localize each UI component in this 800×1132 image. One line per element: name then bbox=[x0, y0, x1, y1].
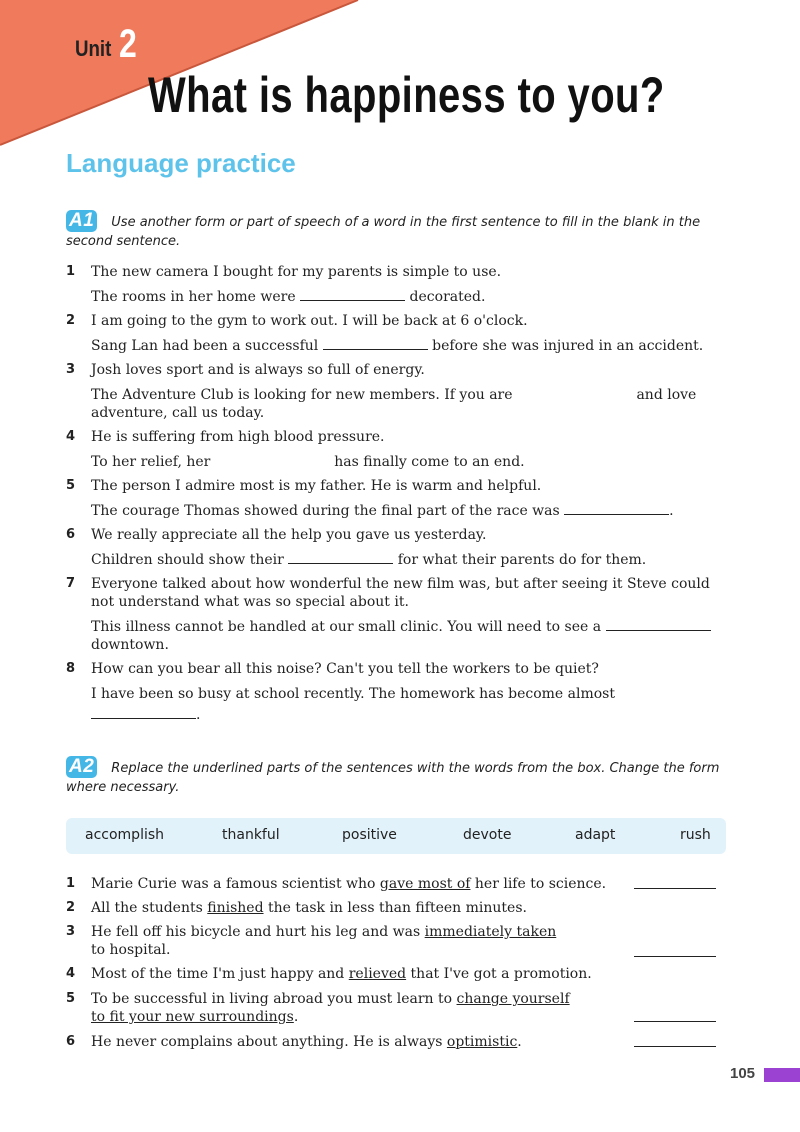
a1-question-7: 7 Everyone talked about how wonderful the new film was, but after seeing it Steve could not understand what was so special about it. This illness cannot be handled at our small clinic. You will need to see a downtown. bbox=[66, 576, 710, 653]
answer-blank[interactable] bbox=[288, 551, 393, 564]
a2-question-2: 2 All the students finished the task in less than fifteen minutes. bbox=[66, 900, 527, 916]
a2-question-3: 3 He fell off his bicycle and hurt his leg and was immediately taken to hospital. bbox=[66, 924, 557, 958]
word-box-item: positive bbox=[342, 827, 397, 843]
a2-question-4: 4 Most of the time I'm just happy and relieved that I've got a promotion. bbox=[66, 966, 592, 982]
a2-instruction: A2 Replace the underlined parts of the sentences with the words from the box. Change the form where necessary. bbox=[66, 756, 720, 795]
answer-blank[interactable] bbox=[300, 288, 405, 301]
page-title: What is happiness to you? bbox=[148, 67, 665, 123]
word-box-item: rush bbox=[680, 827, 711, 843]
a1-question-6: 6 We really appreciate all the help you gave us yesterday. Children should show their for what their parents do for them. bbox=[66, 527, 647, 568]
word-box-item: adapt bbox=[575, 827, 616, 843]
word-box bbox=[66, 818, 726, 854]
a1-question-1: 1 The new camera I bought for my parents is simple to use. The rooms in her home were decorated. bbox=[66, 264, 502, 305]
a1-question-3: 3 Josh loves sport and is always so full of energy. The Adventure Club is looking for new members. If you are and love adventure, call us today. bbox=[66, 362, 697, 421]
page-number-bar bbox=[764, 1068, 800, 1082]
answer-blank[interactable] bbox=[564, 502, 669, 515]
a1-question-8: 8 How can you bear all this noise? Can't you tell the workers to be quiet? I have been so busy at school recently. The homework has become almost . bbox=[66, 661, 615, 723]
answer-blank[interactable] bbox=[91, 706, 196, 719]
a1-instruction: A1 Use another form or part of speech of a word in the first sentence to fill in the blank in the second sentence. bbox=[66, 210, 701, 249]
answer-line[interactable] bbox=[634, 888, 716, 889]
a2-question-5: 5 To be successful in living abroad you must learn to change yourself to fit your new surroundings. bbox=[66, 991, 570, 1025]
word-box-item: accomplish bbox=[85, 827, 165, 843]
unit-number: 2 bbox=[119, 22, 137, 66]
a1-question-2: 2 I am going to the gym to work out. I will be back at 6 o'clock. Sang Lan had been a successful before she was injured in an accident. bbox=[66, 313, 704, 354]
unit-label: Unit bbox=[75, 36, 112, 61]
word-box-item: devote bbox=[463, 827, 512, 843]
word-box-item: thankful bbox=[222, 827, 280, 843]
answer-line[interactable] bbox=[634, 956, 716, 957]
answer-line[interactable] bbox=[634, 1046, 716, 1047]
a1-badge: A1 bbox=[66, 210, 97, 232]
answer-blank[interactable] bbox=[606, 618, 711, 631]
a1-question-5: 5 The person I admire most is my father. He is warm and helpful. The courage Thomas showed during the final part of the race was . bbox=[66, 478, 674, 519]
answer-line[interactable] bbox=[634, 1021, 716, 1022]
answer-blank[interactable] bbox=[323, 337, 428, 350]
a1-question-4: 4 He is suffering from high blood pressure. To her relief, her has finally come to an end. bbox=[66, 429, 525, 470]
a2-question-1: 1 Marie Curie was a famous scientist who gave most of her life to science. bbox=[66, 876, 607, 892]
page-number: 105 bbox=[730, 1065, 756, 1082]
a2-question-6: 6 He never complains about anything. He is always optimistic. bbox=[66, 1034, 522, 1050]
section-title: Language practice bbox=[66, 148, 296, 178]
a2-badge: A2 bbox=[66, 756, 97, 778]
